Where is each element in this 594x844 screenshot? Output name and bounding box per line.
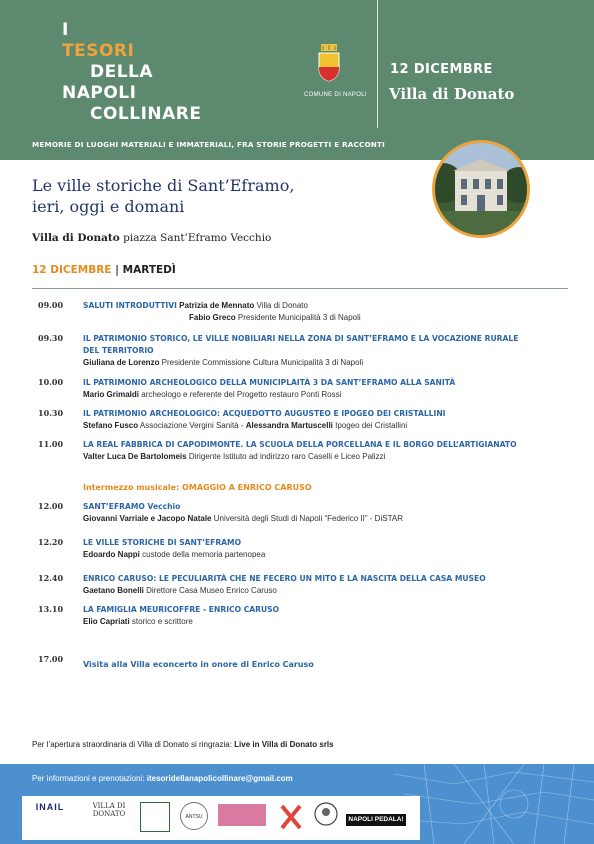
comune-crest-icon (316, 44, 342, 82)
speaker-role: Associazione Vergini Sanità - (138, 421, 246, 430)
program-content (83, 604, 573, 628)
program-time: 13.10 (38, 604, 64, 614)
program-title: ENRICO CARUSO: LE PECULIARITÀ CHE NE FECERO UN MITO E LA NASCITA DELLA CASA MUSEO (83, 574, 486, 583)
info-line (32, 774, 293, 783)
event-day-weekday: MARTEDÌ (122, 264, 176, 276)
header-subtitle: MEMORIE DI LUOGHI MATERIALI E IMMATERIALI, FRA STORIE PROGETTI E RACCONTI (32, 140, 385, 149)
program-content (83, 300, 573, 324)
comune-label: COMUNE DI NAPOLI (304, 92, 367, 98)
program-content (83, 439, 573, 463)
program-time: 10.30 (38, 408, 64, 418)
header-divider (377, 0, 378, 128)
program-title: IL PATRIMONIO STORICO, LE VILLE NOBILIARI NELLA ZONA DI SANT’EFRAMO E LA VOCAZIONE RURALE (83, 334, 519, 343)
program-time: 12.40 (38, 573, 64, 583)
event-place (32, 232, 271, 244)
program-title: LA REAL FABBRICA DI CAPODIMONTE. LA SCUOLA DELLA PORCELLANA E IL BORGO DELL’ARTIGIANATO (83, 440, 517, 449)
speaker-role: custode della memoria partenopea (139, 550, 266, 559)
speaker-name: Fabio Greco (189, 313, 236, 322)
speaker-name: Patrizia de Mennato (179, 301, 255, 310)
speaker-role: storico e scrittore (129, 617, 193, 626)
program-title: SANT’EFRAMO Vecchio (83, 502, 181, 511)
program-title: LE VILLE STORICHE DI SANT’EFRAMO (83, 538, 242, 547)
program-content (83, 573, 573, 597)
header-venue: Villa di Donato (389, 85, 515, 103)
thanks-sponsor: Live in Villa di Donato srls (234, 740, 334, 749)
program-content (83, 501, 573, 525)
map-pattern-icon (394, 764, 594, 844)
speaker-role: Presidente Municipalità 3 di Napoli (235, 313, 361, 322)
speaker-role: Direttore Casa Museo Enrico Caruso (143, 586, 277, 595)
program-title: LA FAMIGLIA MEURICOFFRE - ENRICO CARUSO (83, 605, 280, 614)
speaker-name: Valter Luca De Bartolomeis (83, 452, 187, 461)
speaker-name: Elio Capriati (83, 617, 130, 626)
program-time: 09.30 (38, 333, 64, 343)
program-content (83, 537, 573, 561)
event-day (32, 264, 176, 276)
title-line-5: COLLINARE (90, 104, 202, 124)
inail-logo-text: INAIL (35, 802, 65, 812)
antsu-logo: ANTSU (180, 802, 208, 830)
program-title: IL PATRIMONIO ARCHEOLOGICO: ACQUEDOTTO AUGUSTEO E IPOGEO DEI CRISTALLINI (83, 409, 446, 418)
event-place-name: Villa di Donato (32, 232, 120, 244)
title-line-1: I (62, 20, 69, 40)
sponsor-strip (22, 796, 420, 840)
vergini-sanita-icon (278, 802, 304, 832)
speaker-name: Edoardo Nappi (83, 550, 140, 559)
event-day-date: 12 DICEMBRE (32, 264, 112, 276)
event-title-line-2: ieri, oggi e domani (32, 197, 185, 216)
villa-photo (432, 140, 530, 238)
event-place-address: piazza Sant’Eframo Vecchio (119, 232, 272, 244)
intermezzo-text: Intermezzo musicale: OMAGGIO A ENRICO CARUSO (83, 483, 312, 492)
program-content (83, 654, 573, 672)
speaker-role: Università degli Studi di Napoli “Federico II” - DiSTAR (211, 514, 403, 523)
speaker-name: Stefano Fusco (83, 421, 139, 430)
event-day-separator: | (115, 264, 119, 276)
program-time: 10.00 (38, 377, 64, 387)
speaker-role: archeologo e referente del Progetto restauro Ponti Rossi (139, 390, 342, 399)
speaker-role: Presidente Commissione Cultura Municipalità 3 di Napoli (159, 358, 364, 367)
speaker-role: Dirigente Istituto ad indirizzo raro Caselli e Liceo Palizzi (186, 452, 386, 461)
speaker-role: Ipogeo dei Cristallini (332, 421, 408, 430)
program-time: 11.00 (38, 439, 64, 449)
info-text: Per informazioni e prenotazioni: (32, 774, 147, 783)
program-content (83, 377, 573, 401)
villa-di-donato-logo: VILLA DI DONATO (92, 802, 126, 818)
program-top-rule (32, 288, 568, 289)
program-time: 12.00 (38, 501, 64, 511)
event-title-line-1: Le ville storiche di Sant’Eframo, (32, 176, 295, 195)
speaker-name: Giovanni Varriale e Jacopo Natale (83, 514, 212, 523)
speaker-name: Mario Grimaldi (83, 390, 140, 399)
program-title-cont: DEL TERRITORIO (83, 346, 154, 355)
program-content (83, 408, 573, 432)
program-title: SALUTI INTRODUTTIVI (83, 301, 177, 310)
title-line-3: DELLA (90, 62, 154, 82)
program-title: IL PATRIMONIO ARCHEOLOGICO DELLA MUNICIPLAITÀ 3 DA SANT’EFRAMO ALLA SANITÀ (83, 378, 456, 387)
association-logo (218, 804, 266, 826)
thanks-line (32, 740, 334, 749)
speaker-name: Alessandra Martuscelli (245, 421, 333, 430)
storie-campane-icon (314, 802, 338, 826)
thanks-text: Per l’apertura straordinaria di Villa di Donato si ringrazia: (32, 740, 235, 749)
program-time: 09.00 (38, 300, 64, 310)
speaker-name: Gaetano Bonelli (83, 586, 144, 595)
event-title (32, 175, 294, 217)
header-date: 12 DICEMBRE (390, 62, 493, 77)
villa-illustration (435, 143, 527, 235)
program-title: Visita alla Villa econcerto in onore di Enrico Caruso (83, 660, 314, 669)
program-time: 12.20 (38, 537, 64, 547)
napoli-pedala-logo: NAPOLI PEDALA! (346, 814, 406, 826)
program-content (83, 333, 573, 369)
speaker-name: Giuliana de Lorenzo (83, 358, 160, 367)
title-line-2: TESORI (62, 41, 135, 61)
municipality-logo (140, 802, 170, 832)
program-time: 17.00 (38, 654, 64, 664)
speaker-role: Villa di Donato (254, 301, 308, 310)
inail-logo (30, 802, 70, 826)
title-line-4: NAPOLI (62, 83, 137, 103)
info-email-link[interactable]: itesoridellanapolicollinare@gmail.com (146, 774, 293, 783)
series-title (62, 20, 202, 125)
